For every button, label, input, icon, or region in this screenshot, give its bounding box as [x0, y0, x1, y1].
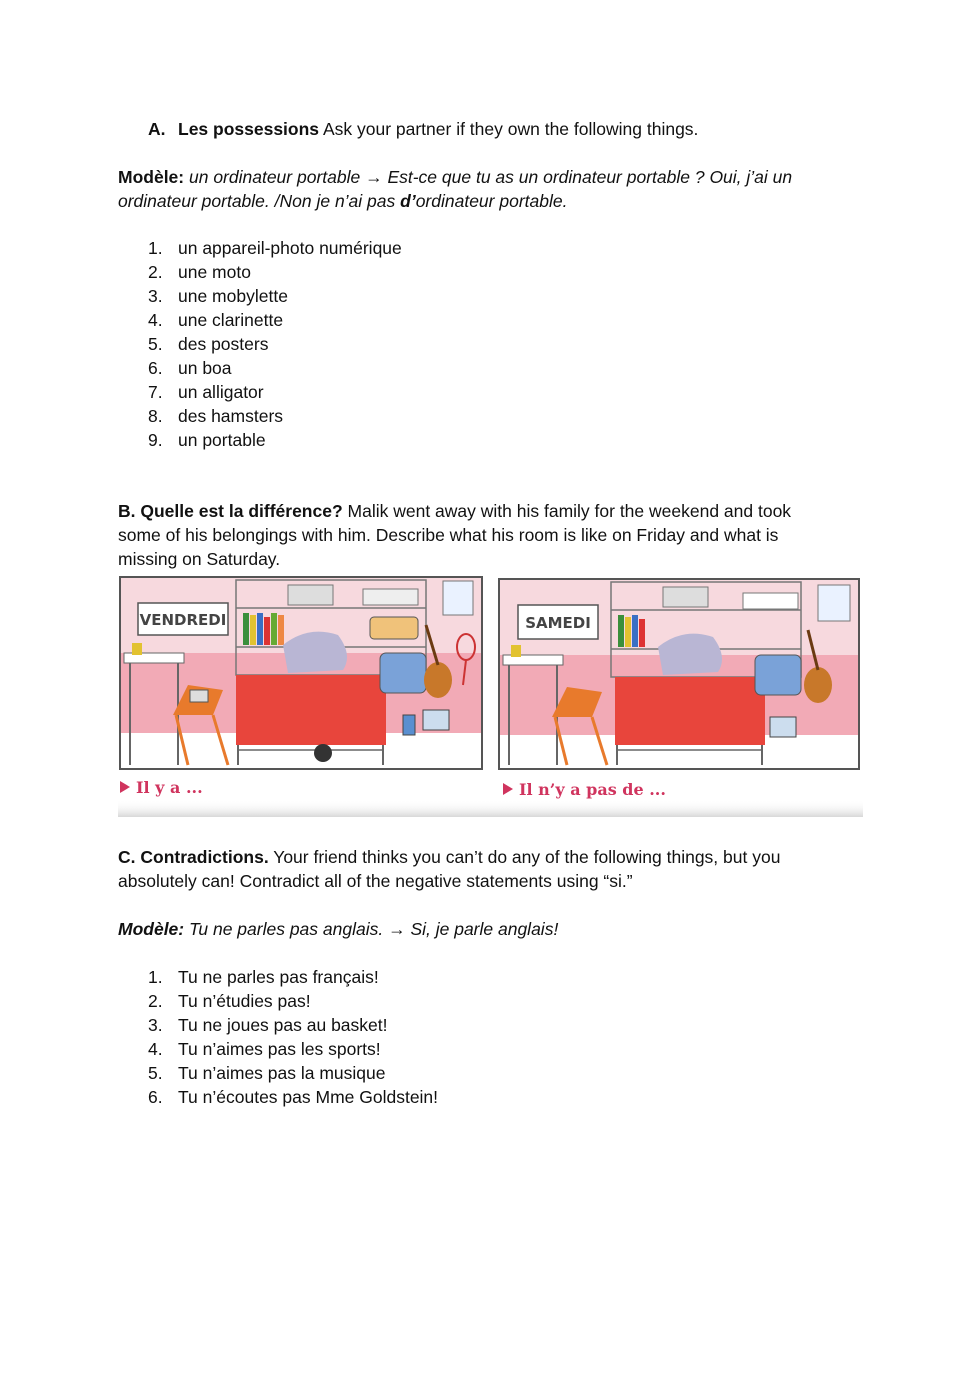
section-a-model-text-2: ordinateur portable. [415, 191, 568, 211]
list-item [148, 1013, 438, 1037]
room-comparison-illustration [118, 575, 863, 817]
list-item-text: Tu n’aimes pas les sports! [178, 1039, 381, 1059]
list-item-number: 3. [148, 286, 163, 306]
section-b-instruction: Malik went away with his family for the weekend and took some of his belongings with him. Describe what his room is like on Friday and what is missing on Saturday. [118, 501, 792, 569]
list-item-text: des hamsters [178, 406, 284, 426]
friday-label: VENDREDI [139, 611, 227, 629]
section-a-model-bold: d’ [400, 191, 416, 211]
list-item-text: un alligator [178, 382, 264, 402]
list-item-number: 5. [148, 334, 163, 354]
list-item-text: Tu n’aimes pas la musique [178, 1063, 386, 1083]
list-item-number: 1. [148, 238, 163, 258]
list-item [148, 260, 402, 284]
list-item-text: une clarinette [178, 310, 284, 330]
list-item-text: une moto [178, 262, 251, 282]
list-item [148, 1085, 438, 1109]
list-item-text: un appareil-photo numérique [178, 238, 402, 258]
list-item-text: Tu n’étudies pas! [178, 991, 311, 1011]
section-a-instruction: Ask your partner if they own the following things. [319, 119, 699, 139]
saturday-caption: Il n’y a pas de ... [519, 780, 666, 799]
list-item [148, 428, 402, 452]
list-item-number: 5. [148, 1063, 163, 1083]
section-c-model-label: Modèle: [118, 919, 185, 939]
list-item-text: Tu ne parles pas français! [178, 967, 379, 987]
list-item-text: un boa [178, 358, 232, 378]
list-item [148, 308, 402, 332]
list-item-text: des posters [178, 334, 269, 354]
list-item-number: 3. [148, 1015, 163, 1035]
list-item-text: un portable [178, 430, 266, 450]
list-item [148, 404, 402, 428]
list-item-number: 9. [148, 430, 163, 450]
list-item-number: 2. [148, 991, 163, 1011]
section-a-model-label: Modèle: [118, 167, 185, 187]
section-a-list [148, 236, 402, 452]
section-c-list [148, 965, 438, 1109]
list-item-number: 2. [148, 262, 163, 282]
list-item-text: Tu ne joues pas au basket! [178, 1015, 388, 1035]
friday-room-panel [120, 577, 482, 797]
section-c-title: C. Contradictions. [118, 847, 269, 867]
list-item [148, 380, 402, 404]
list-item-number: 4. [148, 1039, 163, 1059]
section-c-model-text: Tu ne parles pas anglais. → Si, je parle anglais! [184, 919, 559, 939]
list-item [148, 965, 438, 989]
saturday-label: SAMEDI [525, 614, 591, 632]
list-item [148, 1037, 438, 1061]
section-a-model-text-1: un ordinateur portable → Est-ce que tu as un ordinateur portable ? Oui, j’ai un ordinateur portable. /Non je n’ai pas [118, 167, 793, 211]
list-item [148, 284, 402, 308]
section-a-model [118, 165, 838, 213]
section-a-heading [148, 117, 698, 141]
list-item-number: 1. [148, 967, 163, 987]
section-c-paragraph [118, 845, 838, 893]
list-item-number: 7. [148, 382, 163, 402]
section-b-paragraph [118, 499, 838, 571]
list-item-number: 4. [148, 310, 163, 330]
list-item [148, 236, 402, 260]
section-a-title: Les possessions [178, 119, 320, 139]
list-item-text: une mobylette [178, 286, 288, 306]
section-c-model [118, 917, 558, 941]
list-item-text: Tu n’écoutes pas Mme Goldstein! [178, 1087, 439, 1107]
list-item-number: 6. [148, 1087, 163, 1107]
list-item [148, 332, 402, 356]
list-item-number: 8. [148, 406, 163, 426]
friday-caption: Il y a ... [136, 778, 203, 797]
list-item [148, 356, 402, 380]
saturday-room-panel [499, 579, 859, 799]
section-c-instruction: Your friend thinks you can’t do any of the following things, but you absolutely can! Contradict all of the negative statements using “si.” [118, 847, 781, 891]
list-item [148, 1061, 438, 1085]
list-item-number: 6. [148, 358, 163, 378]
section-a-letter: A. [148, 119, 166, 139]
section-b-title: B. Quelle est la différence? [118, 501, 343, 521]
list-item [148, 989, 438, 1013]
